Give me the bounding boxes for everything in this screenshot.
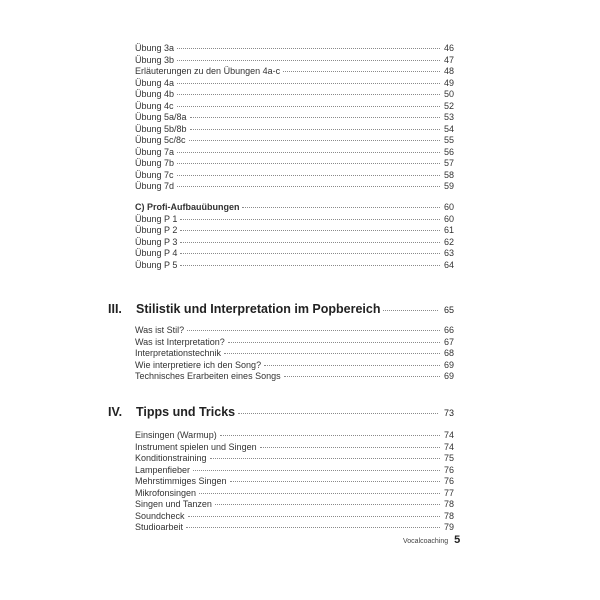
toc-entry-label: Übung 7a	[135, 146, 175, 157]
toc-entry	[135, 170, 458, 181]
dot-leader	[177, 83, 440, 84]
toc-entry	[135, 147, 458, 158]
toc-entry-page: 75	[444, 453, 455, 463]
toc-entry-page: 57	[444, 158, 455, 168]
toc-entry-page: 74	[444, 430, 455, 440]
toc-entry-label: Mehrstimmiges Singen	[135, 476, 227, 486]
toc-entry-label: Technisches Erarbeiten eines Songs	[135, 371, 281, 381]
toc-entry-label: Instrument spielen und Singen	[135, 441, 257, 452]
toc-entry	[135, 248, 458, 259]
toc-entry-label: Übung P 2	[135, 225, 178, 235]
toc-entry	[135, 360, 458, 371]
toc-entry	[135, 325, 458, 336]
dot-leader	[215, 504, 440, 505]
toc-entry-label: Konditionstraining	[135, 453, 207, 463]
toc-entry	[135, 181, 458, 192]
dot-leader	[220, 435, 440, 436]
toc-entry	[135, 453, 458, 464]
toc-entry-page: 78	[444, 499, 455, 509]
toc-entry-page: 48	[444, 66, 455, 76]
dot-leader	[177, 94, 440, 95]
toc-entry	[135, 522, 458, 533]
dot-leader	[186, 527, 440, 528]
toc-entry-page: 79	[444, 522, 455, 532]
toc-entry-page: 68	[444, 348, 455, 358]
toc-entry	[135, 511, 458, 522]
toc-entry-page: 50	[444, 89, 455, 99]
toc-entry	[135, 89, 458, 100]
toc-entry	[135, 158, 458, 169]
toc-entry-label: Übung P 4	[135, 248, 178, 258]
dot-leader	[180, 219, 440, 220]
toc-entry-page: 52	[444, 100, 455, 111]
dot-leader	[177, 60, 440, 61]
dot-leader	[180, 242, 440, 243]
dot-leader	[180, 265, 440, 266]
section-heading	[135, 202, 458, 213]
toc-entry-label: Übung 7d	[135, 181, 175, 191]
toc-entry-label: Lampenfieber	[135, 464, 191, 475]
toc-entry-label: Übung 7c	[135, 169, 174, 180]
toc-entry	[135, 225, 458, 236]
dot-leader	[193, 470, 440, 471]
page-number: 5	[454, 534, 461, 546]
dot-leader	[383, 310, 438, 311]
toc-entry-page: 59	[444, 181, 455, 191]
dot-leader	[238, 413, 438, 414]
toc-entry-page: 49	[444, 77, 455, 88]
toc-entry-label: Übung 5c/8c	[135, 135, 186, 145]
page-footer	[403, 534, 460, 546]
chapter-title: Stilistik und Interpretation im Popbereich	[136, 302, 381, 316]
toc-entry-label: Einsingen (Warmup)	[135, 430, 217, 440]
toc-entry-label: Übung P 3	[135, 236, 178, 247]
toc-entry-label: Übung 3b	[135, 54, 175, 65]
dot-leader	[199, 493, 440, 494]
toc-entry-page: 56	[444, 146, 455, 157]
toc-entry-label: Übung P 5	[135, 259, 178, 270]
toc-entry	[135, 101, 458, 112]
toc-entry-label: Wie interpretiere ich den Song?	[135, 359, 262, 370]
dot-leader	[177, 163, 440, 164]
toc-entry-page: 46	[444, 43, 455, 53]
toc-entry	[135, 124, 458, 135]
dot-leader	[189, 140, 440, 141]
toc-entry-label: Übung 4c	[135, 100, 174, 111]
toc-entry	[135, 112, 458, 123]
toc-entry	[135, 78, 458, 89]
toc-entry	[135, 465, 458, 476]
toc-entry-page: 74	[444, 441, 455, 452]
toc-entry	[135, 43, 458, 54]
dot-leader	[264, 365, 440, 366]
dot-leader	[284, 376, 440, 377]
chapter-page: 65	[444, 305, 455, 315]
toc-entry-page: 78	[444, 510, 455, 521]
toc-entry-label: Studioarbeit	[135, 522, 184, 532]
dot-leader	[180, 253, 440, 254]
toc-entry-page: 60	[444, 213, 455, 224]
dot-leader	[224, 353, 440, 354]
chapter-title: Tipps und Tricks	[136, 405, 236, 419]
toc-entry-page: 47	[444, 54, 455, 65]
dot-leader	[230, 481, 440, 482]
toc-entry	[135, 135, 458, 146]
toc-entry-label: Singen und Tanzen	[135, 499, 212, 509]
toc-entry-label: Übung 5b/8b	[135, 123, 187, 134]
toc-entry-page: 64	[444, 259, 455, 270]
toc-entry-page: 76	[444, 476, 455, 486]
toc-entry-page: 55	[444, 135, 455, 145]
dot-leader	[188, 516, 440, 517]
toc-entry-label: Erläuterungen zu den Übungen 4a-c	[135, 66, 281, 76]
toc-entry-page: 54	[444, 123, 455, 134]
toc-entry-label: Soundcheck	[135, 510, 185, 521]
toc-entry-label: Übung 4b	[135, 89, 175, 99]
toc-entry-page: 69	[444, 359, 455, 370]
toc-entry-page: 69	[444, 371, 455, 381]
toc-entry-page: 62	[444, 236, 455, 247]
chapter-heading	[108, 405, 458, 421]
toc-entry	[135, 55, 458, 66]
toc-entry	[135, 214, 458, 225]
dot-leader	[260, 447, 440, 448]
dot-leader	[177, 152, 440, 153]
dot-leader	[187, 330, 440, 331]
toc-entry	[135, 499, 458, 510]
toc-entry	[135, 371, 458, 382]
toc-entry-page: 53	[444, 112, 455, 122]
toc-entry-label: Übung 4a	[135, 77, 175, 88]
chapter-heading	[108, 302, 458, 318]
dot-leader	[177, 186, 440, 187]
chapter-page: 73	[444, 408, 455, 418]
toc-entry-page: 77	[444, 487, 455, 498]
dot-leader	[177, 48, 440, 49]
toc-entry-page: 67	[444, 336, 455, 347]
toc-entry-label: Interpretationstechnik	[135, 348, 222, 358]
toc-entry	[135, 260, 458, 271]
section-heading-label: C) Profi-Aufbauübungen	[135, 202, 240, 212]
dot-leader	[180, 230, 440, 231]
chapter-number: III.	[108, 302, 122, 316]
chapter-number: IV.	[108, 405, 123, 419]
toc-entry-page: 76	[444, 464, 455, 475]
toc-entry-label: Übung 3a	[135, 43, 175, 53]
toc-entry-label: Übung 7b	[135, 158, 175, 168]
toc-entry	[135, 442, 458, 453]
dot-leader	[242, 207, 440, 208]
dot-leader	[190, 117, 440, 118]
toc-entry	[135, 348, 458, 359]
toc-entry	[135, 237, 458, 248]
toc-entry	[135, 430, 458, 441]
dot-leader	[177, 106, 440, 107]
dot-leader	[177, 175, 440, 176]
dot-leader	[190, 129, 440, 130]
dot-leader	[210, 458, 440, 459]
toc-entry-page: 58	[444, 169, 455, 180]
toc-entry-page: 60	[444, 202, 455, 212]
toc-entry	[135, 476, 458, 487]
toc-entry-label: Was ist Stil?	[135, 325, 185, 335]
toc-entry-label: Was ist Interpretation?	[135, 336, 225, 347]
toc-entry-label: Übung P 1	[135, 213, 178, 224]
toc-entry-page: 66	[444, 325, 455, 335]
running-title: Vocalcoaching	[403, 538, 449, 545]
toc-entry-page: 61	[444, 225, 455, 235]
toc-entry	[135, 66, 458, 77]
toc-entry-label: Übung 5a/8a	[135, 112, 187, 122]
dot-leader	[228, 342, 440, 343]
toc-entry-page: 63	[444, 248, 455, 258]
dot-leader	[283, 71, 440, 72]
toc-entry-label: Mikrofonsingen	[135, 487, 197, 498]
toc-entry	[135, 488, 458, 499]
toc-entry	[135, 337, 458, 348]
